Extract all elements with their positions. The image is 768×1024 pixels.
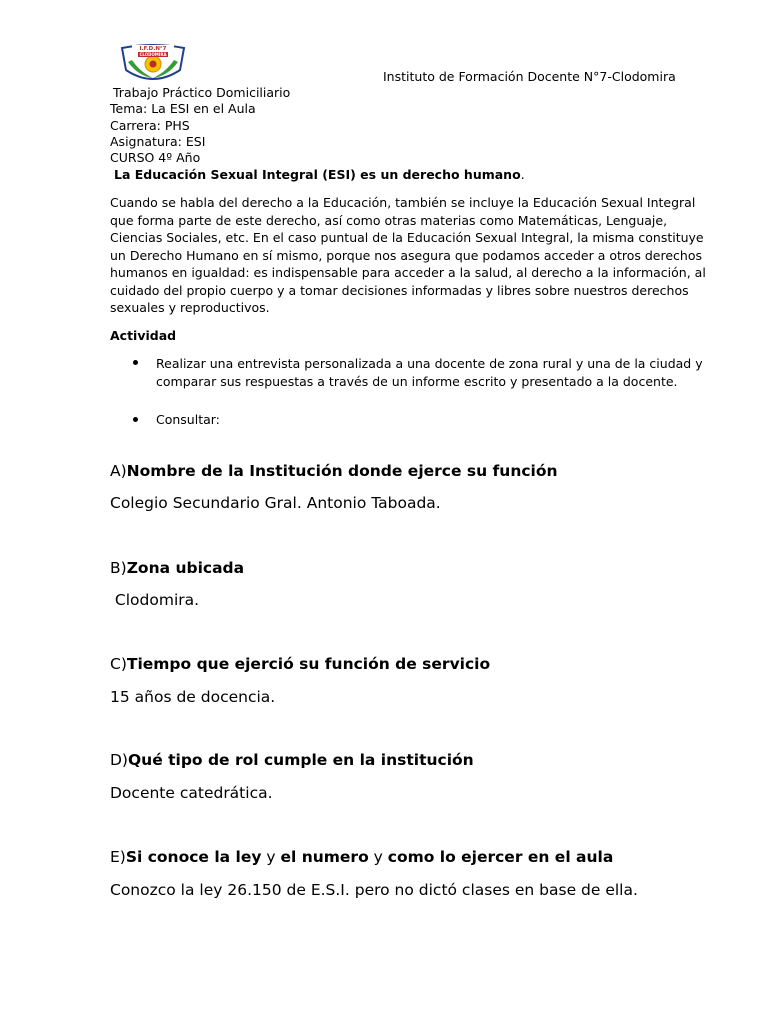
intro-line: cuidado del propio cuerpo y a tomar decisiones informadas y libres sobre nuestros derechos xyxy=(110,282,689,298)
question-d xyxy=(110,751,474,769)
svg-text:I.F.D.N°7: I.F.D.N°7 xyxy=(139,46,167,52)
question-text: Nombre de la Institución donde ejerce su función xyxy=(126,462,558,480)
bullet-line: comparar sus respuestas a través de un informe escrito y presentado a la docente. xyxy=(156,373,678,389)
intro-line: un Derecho Humano en sí mismo, porque nos asegura que podamos acceder a otros derechos xyxy=(110,247,703,263)
question-text: Si conoce la ley xyxy=(125,848,262,866)
intro-line: sexuales y reproductivos. xyxy=(110,300,270,315)
header-line-work: Trabajo Práctico Domiciliario xyxy=(113,85,291,100)
question-connector: y xyxy=(368,848,388,866)
svg-text:CLODOMIRA: CLODOMIRA xyxy=(139,52,167,57)
question-text: el numero xyxy=(280,848,369,866)
intro-paragraph xyxy=(110,194,706,317)
question-prefix: C) xyxy=(110,655,127,673)
activity-title: Actividad xyxy=(110,328,177,343)
header-line-career: Carrera: PHS xyxy=(110,118,190,133)
question-prefix: A) xyxy=(110,462,127,480)
answer-e: Conozco la ley 26.150 de E.S.I. pero no dictó clases en base de ella. xyxy=(110,881,638,899)
question-text: Zona ubicada xyxy=(126,559,245,577)
header-line-topic: Tema: La ESI en el Aula xyxy=(110,101,256,116)
question-prefix: B) xyxy=(110,559,127,577)
question-c xyxy=(110,655,490,673)
answer-d: Docente catedrática. xyxy=(110,784,273,802)
document-heading xyxy=(114,167,525,182)
intro-line: que forma parte de este derecho, así como otras materias como Matemáticas, Lenguaje, xyxy=(110,212,668,228)
bullet-icon xyxy=(133,360,138,365)
activity-bullet-2: Consultar: xyxy=(156,412,220,427)
answer-b: Clodomira. xyxy=(110,591,200,609)
intro-line: Ciencias Sociales, etc. En el caso puntual de la Educación Sexual Integral, la misma constituye xyxy=(110,230,704,245)
answer-c: 15 años de docencia. xyxy=(110,688,276,706)
header-line-course: CURSO 4º Año xyxy=(110,150,201,165)
question-text: Tiempo que ejerció su función de servicio xyxy=(126,655,491,673)
bullet-line: Realizar una entrevista personalizada a una docente de zona rural y una de la ciudad y xyxy=(156,356,703,371)
intro-line: humanos en igualdad: es indispensable para acceder a la salud, al derecho a la información, al xyxy=(110,265,706,280)
question-connector: y xyxy=(261,848,281,866)
activity-bullet-1 xyxy=(156,355,703,390)
question-b xyxy=(110,559,244,577)
header-line-subject: Asignatura: ESI xyxy=(110,134,206,149)
institute-logo xyxy=(118,42,188,86)
bullet-icon xyxy=(133,417,138,422)
question-text: Qué tipo de rol cumple en la institución xyxy=(127,751,474,769)
question-a xyxy=(110,462,558,480)
intro-line: Cuando se habla del derecho a la Educación, también se incluye la Educación Sexual Integral xyxy=(110,195,696,210)
question-prefix: E) xyxy=(110,848,126,866)
institute-name: Instituto de Formación Docente N°7-Clodomira xyxy=(383,69,676,84)
heading-tail: . xyxy=(520,167,525,182)
question-text: como lo ejercer en el aula xyxy=(387,848,614,866)
heading-bold: La Educación Sexual Integral (ESI) es un derecho humano xyxy=(114,167,521,182)
question-prefix: D) xyxy=(110,751,128,769)
question-e xyxy=(110,848,613,866)
answer-a: Colegio Secundario Gral. Antonio Taboada. xyxy=(110,494,441,512)
